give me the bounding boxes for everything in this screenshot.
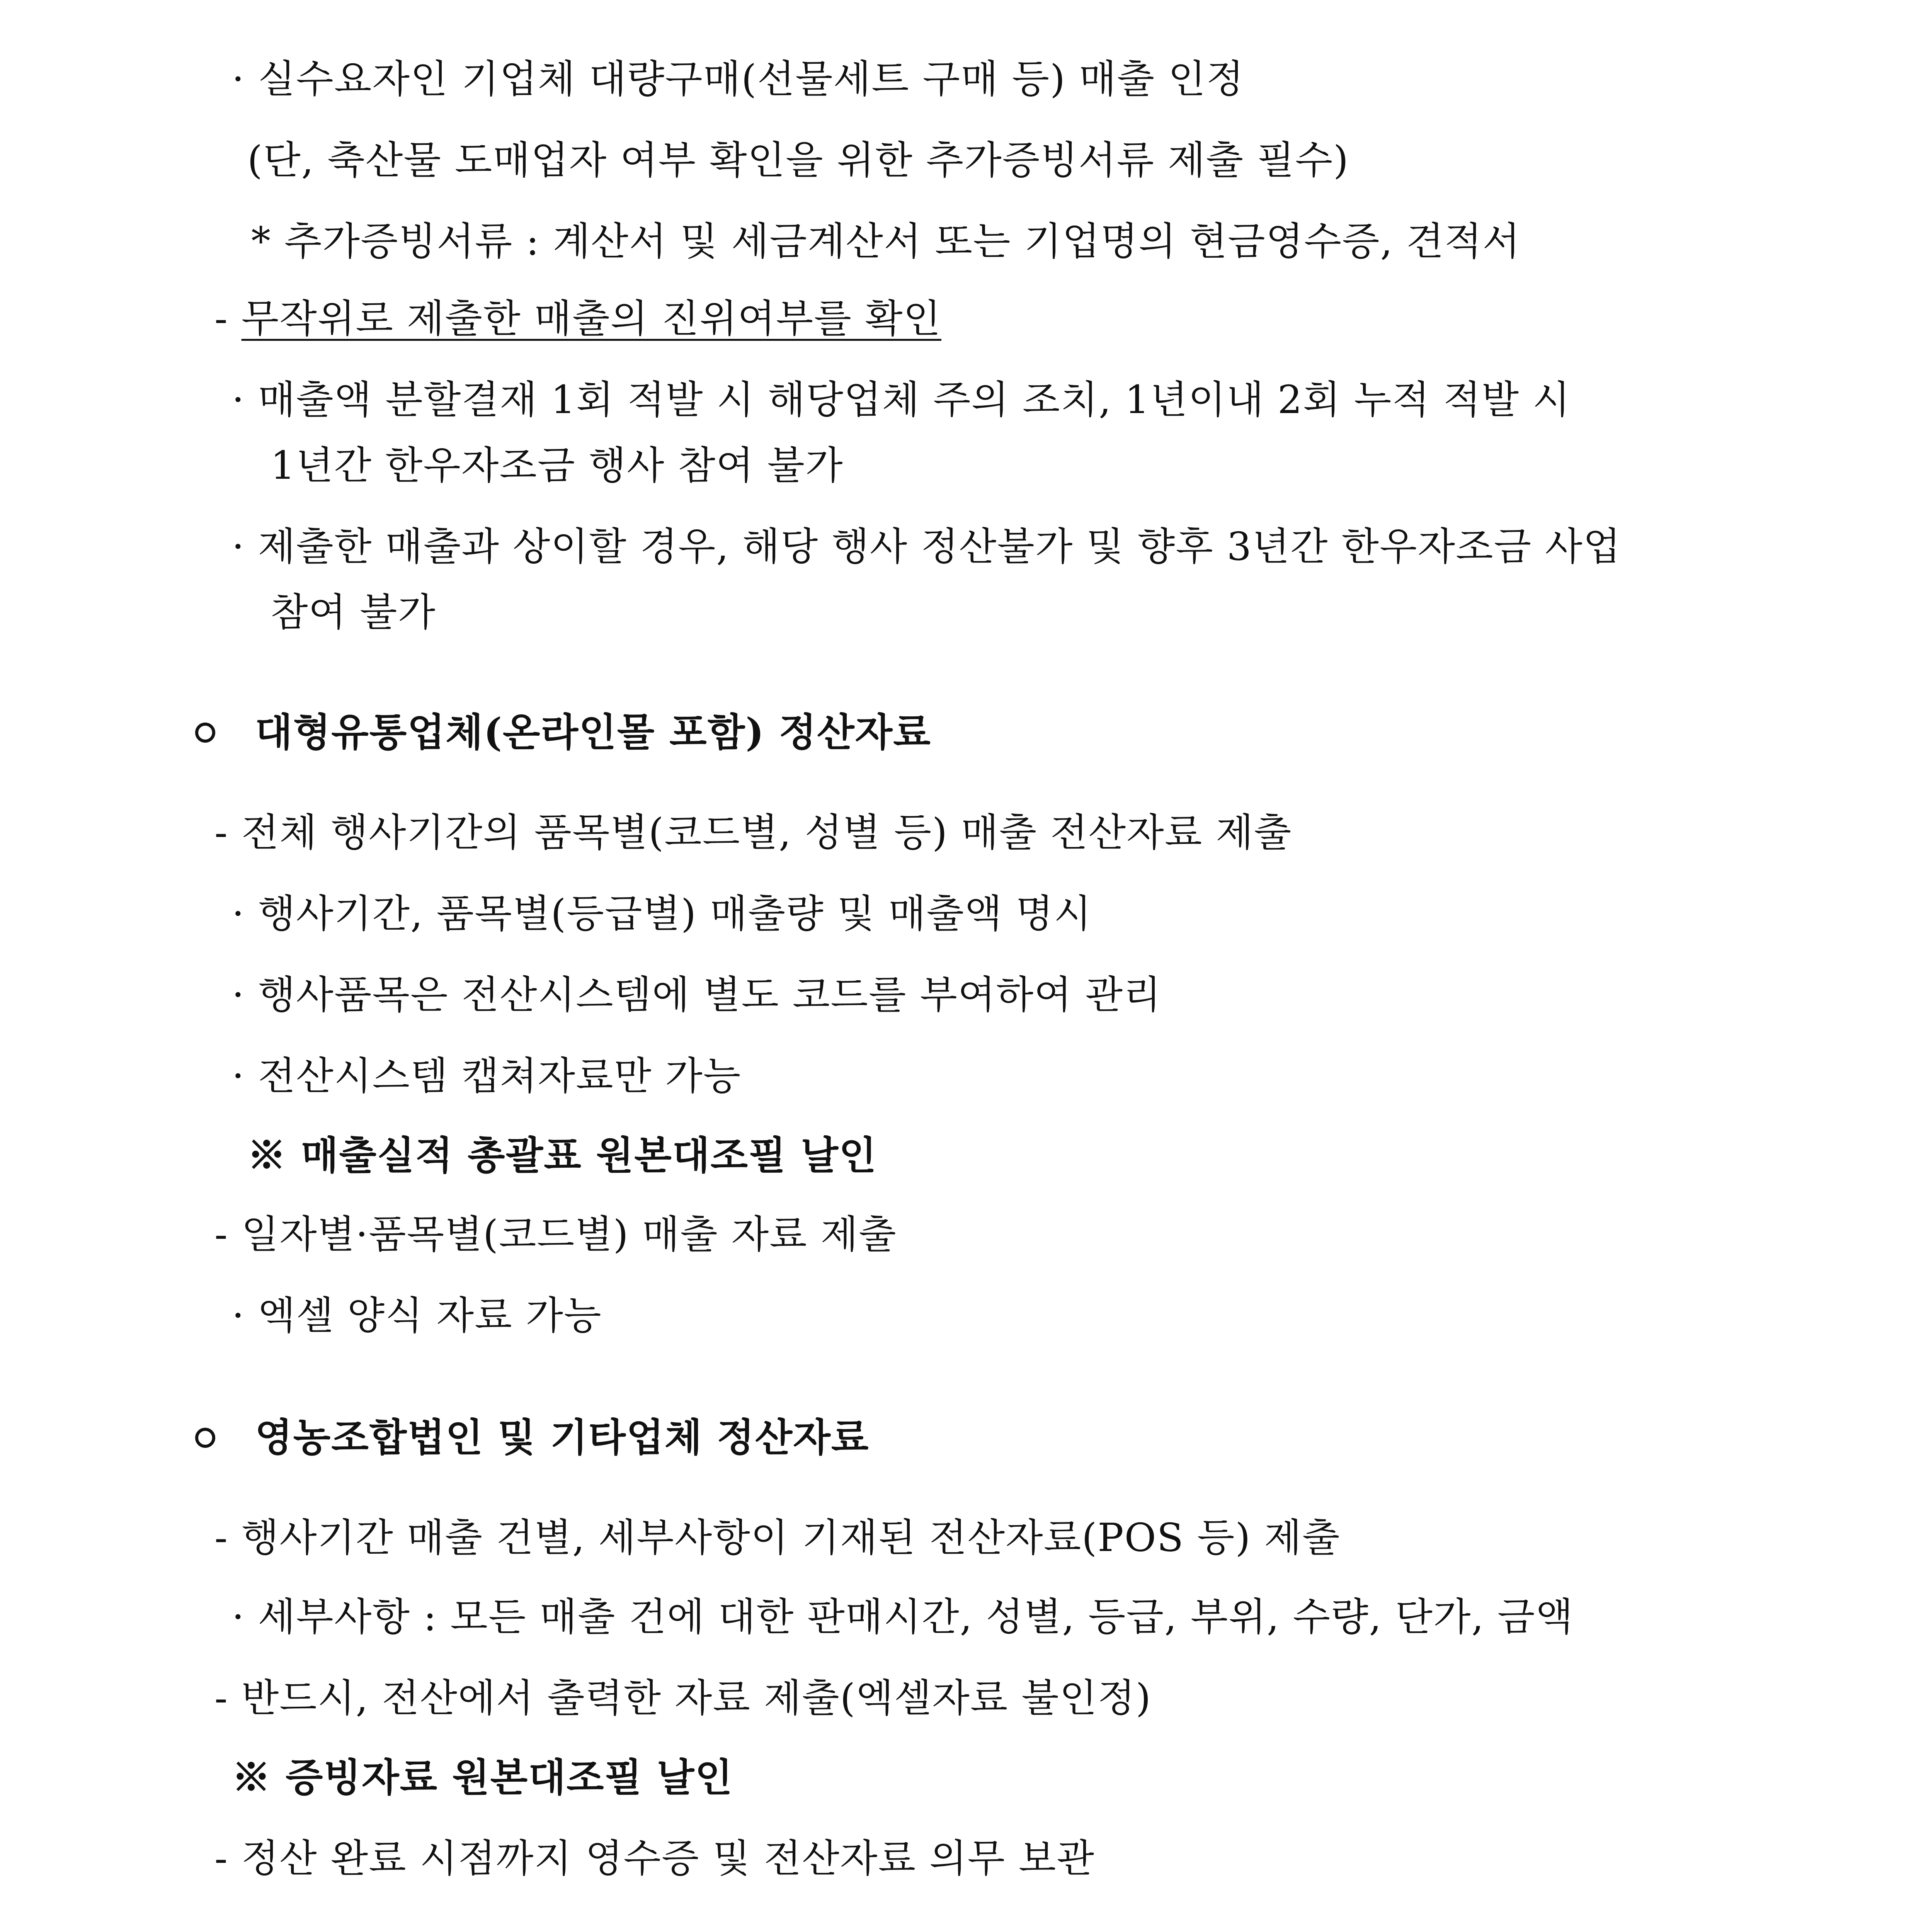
item-daily-sales: - 일자별·품목별(코드별) 매출 자료 제출 bbox=[214, 1212, 897, 1257]
section-heading-farming-corp: 영농조합법인 및 기타업체 정산자료 bbox=[255, 1415, 870, 1460]
bullet-period-volume: · 행사기간, 품목별(등급별) 매출량 및 매출액 명시 bbox=[232, 891, 1092, 936]
item-pos-data: - 행사기간 매출 건별, 세부사항이 기재된 전산자료(POS 등) 제출 bbox=[214, 1515, 1341, 1560]
dash-marker: - bbox=[214, 296, 242, 341]
bullet-sales-mismatch-cont: 참여 불가 bbox=[271, 590, 436, 635]
circle-bullet-icon bbox=[195, 723, 215, 743]
underlined-text: 무작위로 제출한 매출의 진위여부를 확인 bbox=[241, 296, 941, 341]
item-random-verification bbox=[214, 294, 941, 344]
bullet-sales-mismatch: · 제출한 매출과 상이할 경우, 해당 행사 정산불가 및 향후 3년간 한우자조금 사업 bbox=[232, 524, 1622, 569]
item-printed-data: - 반드시, 전산에서 출력한 자료 제출(엑셀자료 불인정) bbox=[214, 1675, 1152, 1721]
note-additional-documents: * 추가증빙서류 : 계산서 및 세금계산서 또는 기업명의 현금영수증, 견적서 bbox=[251, 219, 1521, 264]
bullet-capture-only: · 전산시스템 캡쳐자료만 가능 bbox=[232, 1053, 742, 1099]
bullet-excel-format: · 엑셀 양식 자료 가능 bbox=[232, 1293, 602, 1338]
item-retention: - 정산 완료 시점까지 영수증 및 전산자료 의무 보관 bbox=[214, 1836, 1095, 1881]
section-heading-large-retail: 대형유통업체(온라인몰 포함) 정산자료 bbox=[255, 709, 931, 755]
note-summary-seal: ※ 매출실적 총괄표 원본대조필 날인 bbox=[247, 1133, 877, 1178]
bullet-details: · 세부사항 : 모든 매출 건에 대한 판매시간, 성별, 등급, 부위, 수량, 단가, 금액 bbox=[232, 1594, 1574, 1639]
note-proof-seal: ※ 증빙자료 원본대조필 날인 bbox=[232, 1755, 733, 1800]
bullet-split-payment: · 매출액 분할결재 1회 적발 시 해당업체 주의 조치, 1년이내 2회 누적 적발 시 bbox=[232, 377, 1571, 422]
item-sales-data: - 전체 행사기간의 품목별(코드별, 성별 등) 매출 전산자료 제출 bbox=[214, 810, 1292, 855]
note-wholesaler-proof: (단, 축산물 도매업자 여부 확인을 위한 추가증빙서류 제출 필수) bbox=[247, 138, 1349, 183]
bullet-item-codes: · 행사품목은 전산시스템에 별도 코드를 부여하여 관리 bbox=[232, 972, 1162, 1017]
circle-bullet-icon bbox=[195, 1428, 215, 1448]
bullet-split-payment-cont: 1년간 한우자조금 행사 참여 불가 bbox=[271, 443, 844, 488]
bullet-bulk-purchase: · 실수요자인 기업체 대량구매(선물세트 구매 등) 매출 인정 bbox=[232, 56, 1245, 102]
